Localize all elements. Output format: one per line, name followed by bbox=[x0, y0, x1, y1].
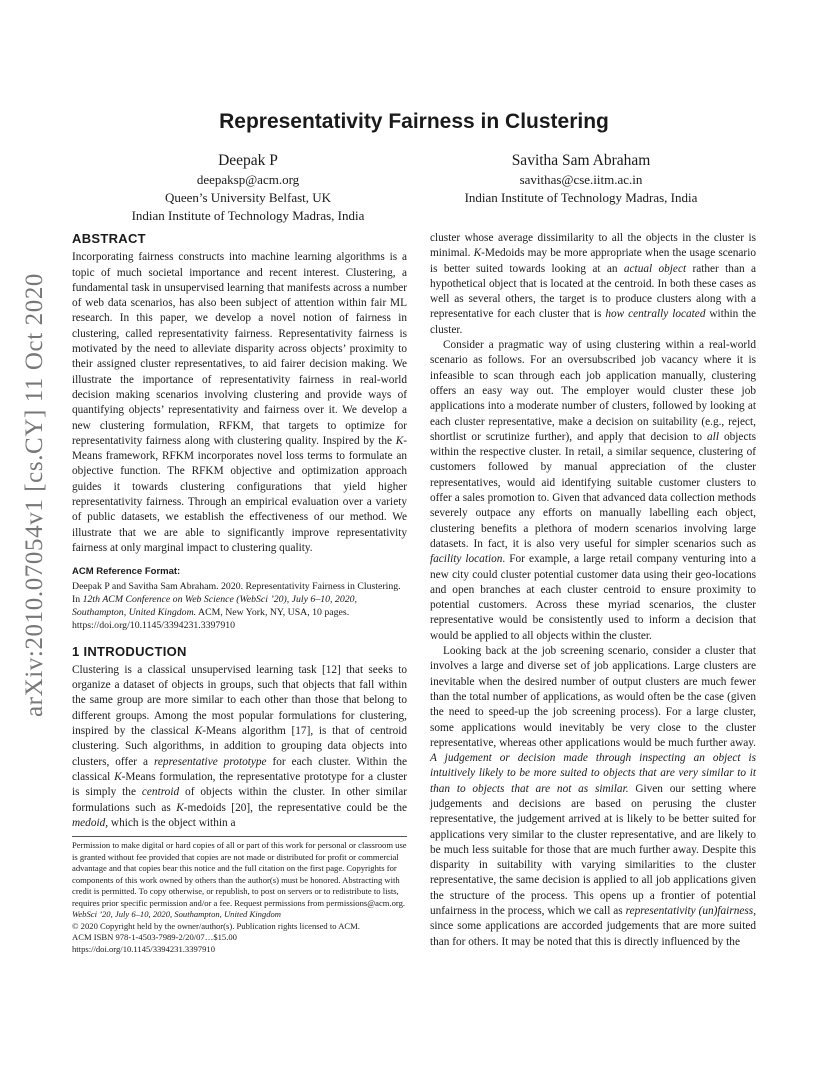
body-paragraph: Consider a pragmatic way of using clustering within a real-world scenario as follows. For an oversubscribed job vacancy where it is infeasible to scan through each job application manually, clustering offers an easy way out. The employer would cluster these job applications into a moderate number of clusters, followed by looking at each cluster representative, make a decision on suitability (e.g., reject, shortlist or scrutinize further), and apply that decision to all objects within the respective cluster. In retail, a similar sequence, clustering of customers followed by manual appreciation of the cluster representatives, would aid identifying suitable customer clusters to offer a sales promotion to. Given that advanced data collection methods severely outpace any efforts on manually labelling each object, clustering benefits a plethora of modern scenarios involving large datasets. In fact, it is also very useful for simpler scenarios such as facility location. For example, a large retail company venturing into a new city could cluster potential customer data using their geo-locations and open branches at each cluster centroid to ensure proximity to potential customers. Across these myriad scenarios, the cluster representative would be consistently used to inform a decision that would be applied to all objects within the cluster. bbox=[430, 339, 756, 642]
author-block-2 bbox=[431, 151, 731, 207]
author-name: Deepak P bbox=[218, 152, 278, 169]
arxiv-identifier: arXiv:2010.07054v1 [cs.CY] 11 Oct 2020 bbox=[21, 272, 48, 718]
author-affiliation: Indian Institute of Technology Madras, India bbox=[131, 208, 365, 223]
conference-line: WebSci ’20, July 6–10, 2020, Southampton, United Kingdom bbox=[72, 909, 282, 919]
body-paragraph: Looking back at the job screening scenario, consider a cluster that involves a large and diverse set of job applications. Large clusters are inevitable when the desired number of output clusters are much fewer than the total number of applications, as would often be the case (given the need to speed-up the job screening process). For a large cluster, some applications would inevitably be very close to the cluster representative, whereas other applications would be much further away. A judgement or decision made through inspecting an object is intuitively likely to be more suited to objects that are very similar to it than to objects that are not as similar. Given our setting where judgements and decisions are based on perusing the cluster representative, the judgement arrived at is likely to be better suited for applications very similar to the cluster representative, and are likely to be much less suitable for those that are much further away. Despite this disparity in suitability with varying similarities to the cluster representative, the same decision is applied to all job applications given the structure of the process. This opens up a frontier of potential unfairness in the process, which we call as representativity (un)fairness, since some applications are accorded judgements that are more suited than for others. It may be noted that this is directly influenced by the bbox=[430, 645, 757, 948]
author-affiliation: Queen’s University Belfast, UK bbox=[164, 190, 332, 205]
left-column bbox=[72, 231, 407, 831]
copyright-line: © 2020 Copyright held by the owner/author(s). Publication rights licensed to ACM. bbox=[72, 920, 360, 931]
copyright-footnote bbox=[72, 836, 407, 955]
isbn-line: ACM ISBN 978-1-4503-7989-2/20/07…$15.00 bbox=[72, 932, 237, 942]
author-email: deepaksp@acm.org bbox=[196, 172, 300, 187]
intro-paragraph: Clustering is a classical unsupervised learning task [12] that seeks to organize a dataset of objects in groups, such that objects that fall within the same group are more similar to each other than those that belong to different groups. Among the most popular formulations for clustering, inspired by the classical K-Means algorithm [17], is that of centroid clustering. Such algorithms, in addition to grouping data objects into clusters, offer a representative prototype for each cluster. Within the classical K-Means formulation, the representative prototype for a cluster is simply the centroid of objects within the cluster. In other similar formulations such as K-medoids [20], the representative could be the medoid, which is the object within a bbox=[72, 663, 408, 829]
right-column bbox=[430, 231, 756, 950]
paper-title: Representativity Fairness in Clustering bbox=[219, 110, 609, 133]
body-paragraph: cluster whose average dissimilarity to all the objects in the cluster is minimal. K-Medoids may be more appropriate when the usage scenario is better suited towards looking at an actual object rather than a hypothetical object that is located at the centroid. In both these cases as well as several others, the target is to produce clusters along with a representative for each cluster that is how centrally located within the cluster. bbox=[430, 232, 756, 336]
reference-format-text: Deepak P and Savitha Sam Abraham. 2020. Representativity Fairness in Clustering. In 12th ACM Conference on Web Science (WebSci ’20), July 6–10, 2020, Southampton, United Kingdom. ACM, New York, NY, USA, 10 pages. https://doi.org/10.1145/3394231.3397910 bbox=[72, 580, 401, 631]
author-affiliation: Indian Institute of Technology Madras, India bbox=[464, 190, 698, 205]
abstract-text: Incorporating fairness constructs into machine learning algorithms is a topic of much societal importance and recent interest. Clustering, a fundamental task in unsupervised learning that manifests across a number of web data scenarios, has also been subject of attention within fair ML research. In this paper, we develop a novel notion of fairness in clustering, called representativity fairness. Representativity fairness is motivated by the need to alleviate disparity across objects’ proximity to their assigned cluster representatives, to aid fairer decision making. We illustrate the importance of representativity fairness in real-world decision making scenarios involving clustering and provide ways of quantifying objects’ representativity and fairness over it. We develop a new clustering formulation, RFKM, that targets to optimize for representativity fairness along with clustering quality. Inspired by the K-Means framework, RFKM incorporates novel loss terms to formulate an objective function. The RFKM objective and optimization approach guides it towards clustering configurations that yield higher representativity fairness. Through an empirical evaluation over a variety of public datasets, we establish the effectiveness of our method. We illustrate that we are able to significantly improve representativity fairness at only marginal impact to clustering quality. bbox=[72, 251, 407, 554]
reference-format-heading: ACM Reference Format: bbox=[72, 566, 181, 578]
author-block-1 bbox=[98, 151, 398, 225]
author-name: Savitha Sam Abraham bbox=[511, 152, 651, 169]
introduction-heading: 1 INTRODUCTION bbox=[72, 643, 187, 659]
arxiv-sidebar bbox=[14, 272, 56, 718]
doi-link[interactable]: https://doi.org/10.1145/3394231.3397910 bbox=[72, 943, 215, 954]
abstract-heading: ABSTRACT bbox=[72, 231, 146, 246]
permission-notice: Permission to make digital or hard copies of all or part of this work for personal or classroom use is granted without fee provided that copies are not made or distributed for profit or commercial advantage and that copies bear this notice and the full citation on the first page. Copyrights for components of this work owned by others than the author(s) must be honored. Abstracting with credit is permitted. To copy otherwise, or republish, to post on servers or to redistribute to lists, requires prior specific permission and/or a fee. Request permissions from permissions@acm.org. bbox=[72, 840, 407, 908]
author-email: savithas@cse.iitm.ac.in bbox=[519, 172, 643, 187]
